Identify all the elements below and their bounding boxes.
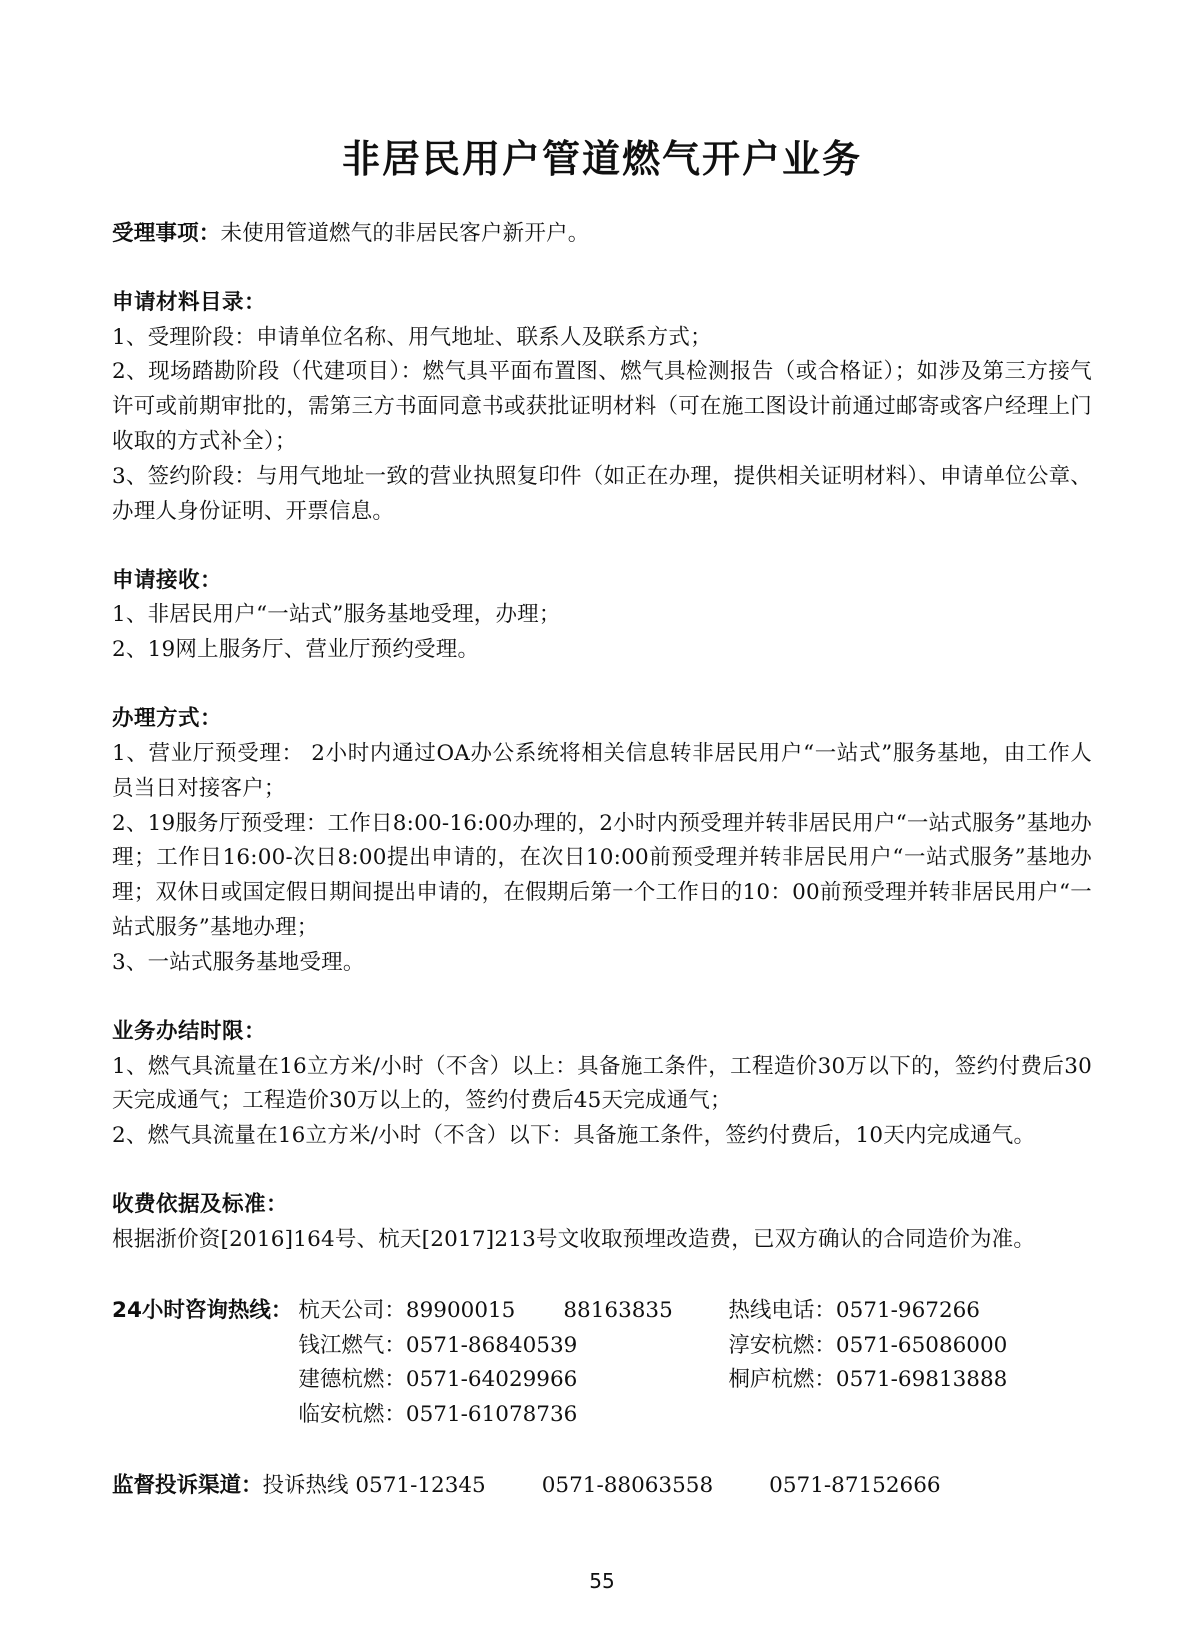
hotline-left — [298, 1329, 728, 1364]
section-accept-matter — [112, 217, 1092, 252]
handling-method-item: 3、一站式服务基地受理。 — [112, 949, 365, 975]
hotline-left — [298, 1294, 728, 1329]
hotline-entry: 88163835 — [563, 1297, 673, 1323]
hotline-entry: 钱江燃气：0571-86840539 — [298, 1332, 578, 1358]
handling-method-item: 2、19服务厅预受理：工作日8:00-16:00办理的，2小时内预受理并转非居民用户“一站式服务”基地办理；工作日16:00-次日8:00提出申请的，在次日10:00前预受理并转非居民用户“一站式服务”基地办理；双休日或国定假日期间提出申请的，在假期后第一个工作日的10：00前预受理并转非居民用户“一站式服务”基地办理； — [112, 810, 1092, 941]
handling-method-heading: 办理方式： — [112, 706, 223, 732]
hotline-left — [298, 1398, 728, 1433]
page-title: 非居民用户管道燃气开户业务 — [341, 137, 862, 181]
page-number: 55 — [589, 1569, 615, 1593]
fee-basis-item: 根据浙价资[2016]164号、杭天[2017]213号文收取预埋改造费，已双方确认的合同造价为准。 — [112, 1226, 1036, 1252]
hotline-entry: 临安杭燃：0571-61078736 — [298, 1402, 578, 1428]
hotline-entry: 杭天公司：89900015 — [298, 1297, 516, 1323]
time-limit-item: 1、燃气具流量在16立方米/小时（不含）以上：具备施工条件，工程造价30万以下的，签约付费后30天完成通气；工程造价30万以上的，签约付费后45天完成通气； — [112, 1053, 1092, 1114]
accept-matter-text: 未使用管道燃气的非居民客户新开户。 — [220, 221, 590, 246]
materials-item: 2、现场踏勘阶段（代建项目）：燃气具平面布置图、燃气具检测报告（或合格证）；如涉及第三方接气许可或前期审批的，需第三方书面同意书或获批证明材料（可在施工图设计前通过邮寄或客户经理上门收取的方式补全）； — [112, 359, 1092, 455]
supervision-item: 投诉热线 0571-12345 — [262, 1473, 486, 1499]
hotline-label: 24小时咨询热线： — [112, 1297, 293, 1323]
materials-item: 3、签约阶段：与用气地址一致的营业执照复印件（如正在办理，提供相关证明材料）、申请单位公章、办理人身份证明、开票信息。 — [112, 463, 1092, 524]
hotline-entry: 建德杭燃：0571-64029966 — [298, 1367, 578, 1393]
application-receive-heading: 申请接收： — [112, 567, 223, 593]
hotline-entry: 热线电话：0571-967266 — [728, 1297, 980, 1323]
hotline-row — [298, 1329, 1092, 1364]
time-limit-item: 2、燃气具流量在16立方米/小时（不含）以下：具备施工条件，签约付费后，10天内完成通气。 — [112, 1123, 1036, 1149]
hotline-row — [298, 1294, 1092, 1329]
hotline-entry: 淳安杭燃：0571-65086000 — [728, 1332, 1008, 1358]
section-supervision — [112, 1469, 1092, 1504]
accept-matter-label: 受理事项： — [112, 221, 221, 246]
application-receive-item: 1、非居民用户“一站式”服务基地受理，办理； — [112, 602, 561, 628]
section-handling-method — [112, 702, 1092, 981]
section-application-receive — [112, 564, 1092, 668]
section-time-limit — [112, 1015, 1092, 1154]
fee-basis-heading: 收费依据及标准： — [112, 1192, 289, 1218]
supervision-item: 0571-87152666 — [769, 1473, 941, 1499]
section-hotline — [112, 1294, 1092, 1433]
hotline-entry: 桐庐杭燃：0571-69813888 — [728, 1367, 1008, 1393]
hotline-left — [298, 1363, 728, 1398]
hotline-rows — [298, 1294, 1092, 1433]
accept-matter-line — [112, 217, 1092, 252]
section-materials — [112, 286, 1092, 530]
handling-method-item: 1、营业厅预受理： 2小时内通过OA办公系统将相关信息转非居民用户“一站式”服务基地，由工作人员当日对接客户； — [112, 740, 1092, 801]
section-fee-basis — [112, 1188, 1092, 1258]
application-receive-item: 2、19网上服务厅、营业厅预约受理。 — [112, 637, 480, 663]
time-limit-heading: 业务办结时限： — [112, 1018, 267, 1044]
supervision-label: 监督投诉渠道： — [112, 1473, 263, 1499]
materials-item: 1、受理阶段：申请单位名称、用气地址、联系人及联系方式； — [112, 324, 712, 350]
materials-heading: 申请材料目录： — [112, 289, 267, 315]
hotline-row — [298, 1363, 1092, 1398]
supervision-item: 0571-88063558 — [541, 1473, 714, 1499]
hotline-row — [298, 1398, 1092, 1433]
